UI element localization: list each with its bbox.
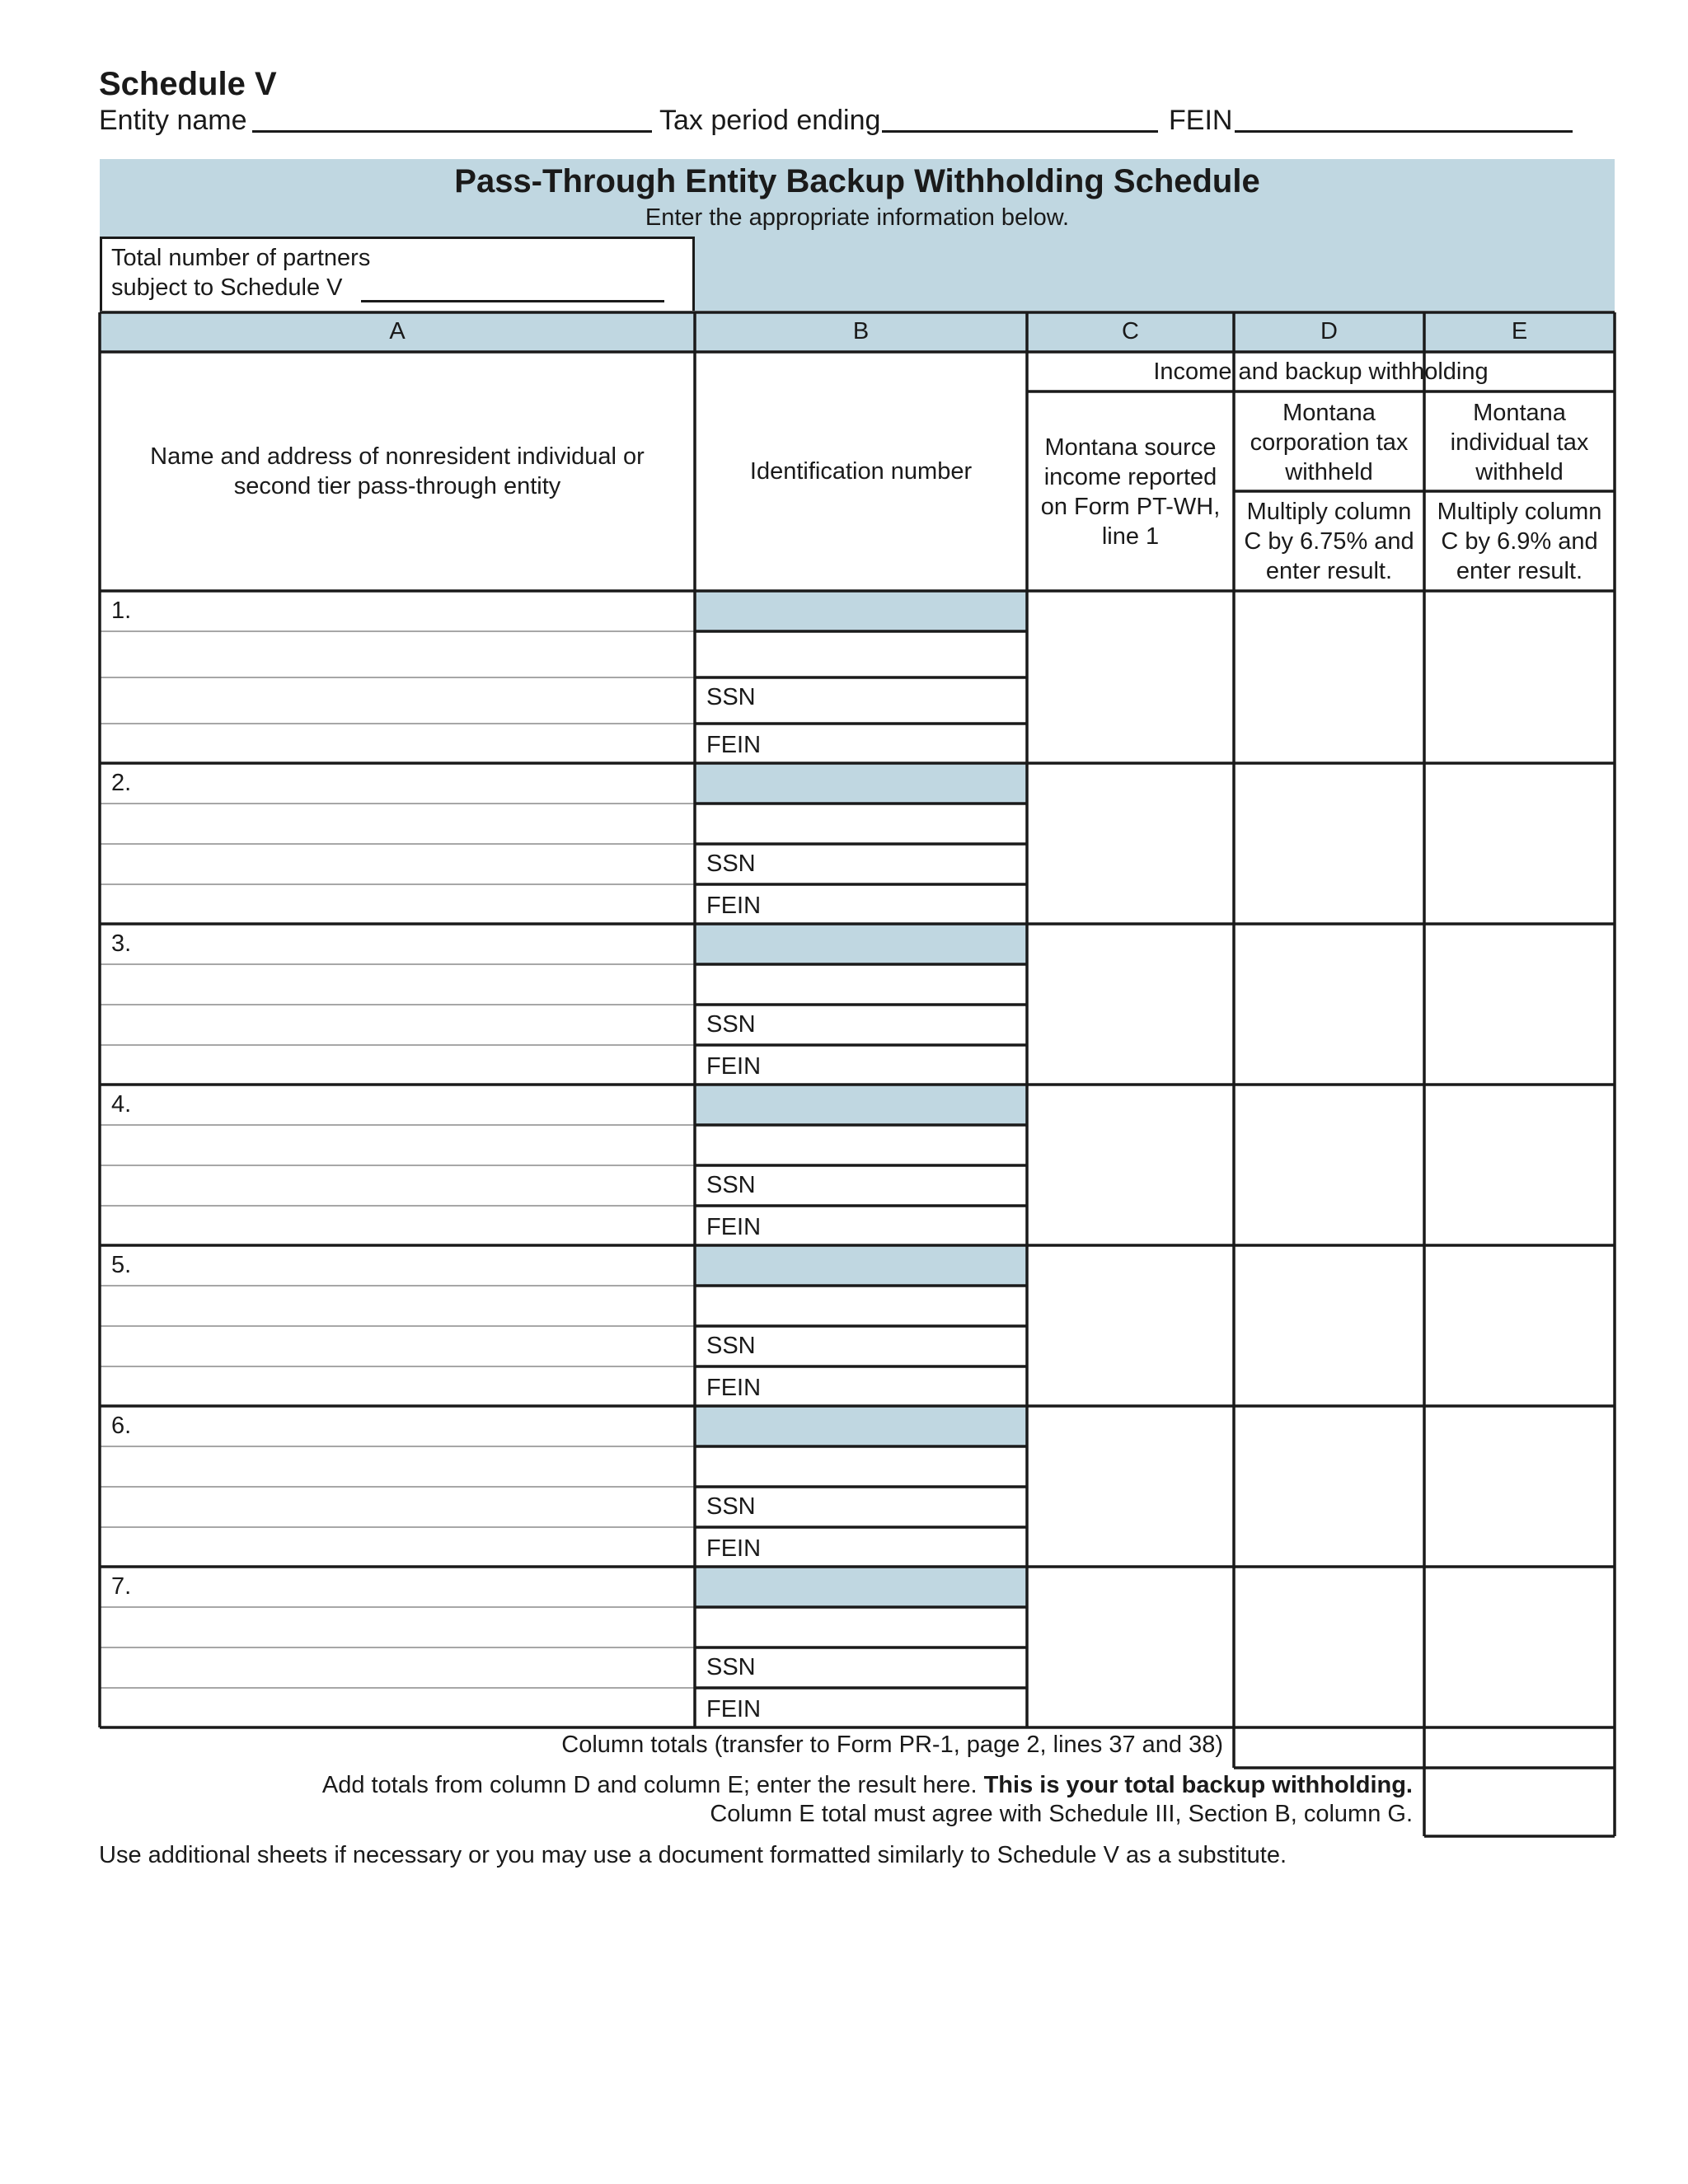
column-c-desc-line-1: Montana source (1044, 434, 1217, 461)
column-d-total-field[interactable] (1235, 1728, 1423, 1766)
column-a-description (100, 442, 695, 501)
column-e-inst-line-1: Multiply column (1437, 499, 1602, 525)
column-e-description (1424, 398, 1615, 487)
row-1-ssn-label: SSN (706, 684, 756, 710)
id-shaded-cell-1 (695, 591, 1027, 631)
entity-name-label: Entity name (99, 105, 247, 136)
total-withholding-label (322, 1772, 1413, 1799)
add-totals-text: Add totals from column D and column E; enter the result here. (321, 1772, 978, 1798)
row-5-number: 5. (111, 1252, 132, 1278)
row-6-name-address-field[interactable] (100, 1406, 695, 1567)
column-c-desc-line-2: income reported (1043, 464, 1217, 490)
column-letter-b: B (852, 318, 870, 344)
column-d-inst-line-2: C by 6.75% and (1244, 528, 1414, 555)
column-d-instruction (1234, 497, 1424, 586)
row-7-number: 7. (111, 1573, 132, 1600)
partners-label-line-2: subject to Schedule V (111, 274, 343, 301)
column-a-desc-line-1: Name and address of nonresident individual or (150, 443, 645, 470)
column-e-total-field[interactable] (1425, 1728, 1614, 1766)
row-1-name-address-field[interactable] (100, 591, 695, 763)
id-shaded-cell-7 (695, 1567, 1027, 1607)
row-2-name-address-field[interactable] (100, 763, 695, 924)
schedule-heading: Pass-Through Entity Backup Withholding Schedule (454, 163, 1260, 199)
id-shaded-cell-2 (695, 763, 1027, 804)
column-totals-label: Column totals (transfer to Form PR-1, page 2, lines 37 and 38) (561, 1732, 1223, 1758)
row-4-number: 4. (111, 1091, 132, 1118)
column-letter-e: E (1511, 318, 1528, 344)
row-1-fein-label: FEIN (706, 732, 762, 758)
row-4-name-address-field[interactable] (100, 1085, 695, 1245)
column-letter-d: D (1320, 318, 1338, 344)
id-shaded-cell-5 (695, 1245, 1027, 1286)
row-3-number: 3. (111, 930, 132, 957)
column-c-description (1027, 433, 1234, 551)
column-e-desc-line-1: Montana (1473, 400, 1566, 426)
row-7-fein-label: FEIN (706, 1696, 762, 1722)
column-b-description: Identification number (749, 458, 973, 485)
fein-label: FEIN (1169, 105, 1233, 136)
substitute-form-note: Use additional sheets if necessary or you may use a document formatted similarly to Schedule V as a substitute. (99, 1842, 1287, 1868)
row-2-number: 2. (111, 770, 132, 796)
column-e-inst-line-2: C by 6.9% and (1441, 528, 1598, 555)
row-3-name-address-field[interactable] (100, 924, 695, 1085)
row-6-ssn-label: SSN (706, 1493, 756, 1520)
row-5-ssn-label: SSN (706, 1333, 756, 1359)
partners-label-line-1: Total number of partners (111, 245, 371, 271)
column-c-desc-line-4: line 1 (1101, 523, 1160, 550)
column-d-desc-line-3: withheld (1285, 459, 1373, 485)
id-shaded-cell-4 (695, 1085, 1027, 1125)
row-2-ssn-label: SSN (706, 851, 756, 877)
row-7-ssn-label: SSN (706, 1654, 756, 1680)
column-d-inst-line-3: enter result. (1265, 558, 1393, 584)
row-2-fein-label: FEIN (706, 893, 762, 919)
id-shaded-cell-3 (695, 924, 1027, 964)
tax-period-label: Tax period ending (659, 105, 881, 136)
column-d-desc-line-1: Montana (1282, 400, 1376, 426)
total-backup-withholding-text: This is your total backup withholding. (983, 1772, 1413, 1798)
row-4-ssn-label: SSN (706, 1172, 756, 1198)
column-letter-a: A (389, 318, 406, 344)
column-e-inst-line-3: enter result. (1456, 558, 1583, 584)
row-5-fein-label: FEIN (706, 1375, 762, 1401)
row-3-fein-label: FEIN (706, 1053, 762, 1080)
column-a-desc-line-2: second tier pass-through entity (233, 473, 561, 499)
schedule-instruction: Enter the appropriate information below. (645, 204, 1070, 231)
row-4-fein-label: FEIN (706, 1214, 762, 1240)
row-3-ssn-label: SSN (706, 1011, 756, 1038)
column-c-desc-line-3: on Form PT-WH, (1040, 494, 1221, 520)
column-e-desc-line-2: individual tax (1450, 429, 1589, 456)
id-shaded-cell-6 (695, 1406, 1027, 1446)
column-d-inst-line-1: Multiply column (1246, 499, 1412, 525)
row-1-number: 1. (111, 598, 132, 624)
row-7-name-address-field[interactable] (100, 1567, 695, 1727)
column-d-desc-line-2: corporation tax (1250, 429, 1409, 456)
income-group-heading: Income and backup withholding (1153, 359, 1489, 385)
row-6-fein-label: FEIN (706, 1535, 762, 1562)
schedule-title: Schedule V (99, 66, 277, 102)
row-5-name-address-field[interactable] (100, 1245, 695, 1406)
column-e-instruction (1424, 497, 1615, 586)
column-letter-c: C (1122, 318, 1139, 344)
total-backup-withholding-field[interactable] (1425, 1769, 1614, 1835)
column-d-description (1234, 398, 1424, 487)
row-6-number: 6. (111, 1413, 132, 1439)
column-e-desc-line-3: withheld (1475, 459, 1564, 485)
column-e-agreement-note: Column E total must agree with Schedule III, Section B, column G. (710, 1801, 1413, 1827)
